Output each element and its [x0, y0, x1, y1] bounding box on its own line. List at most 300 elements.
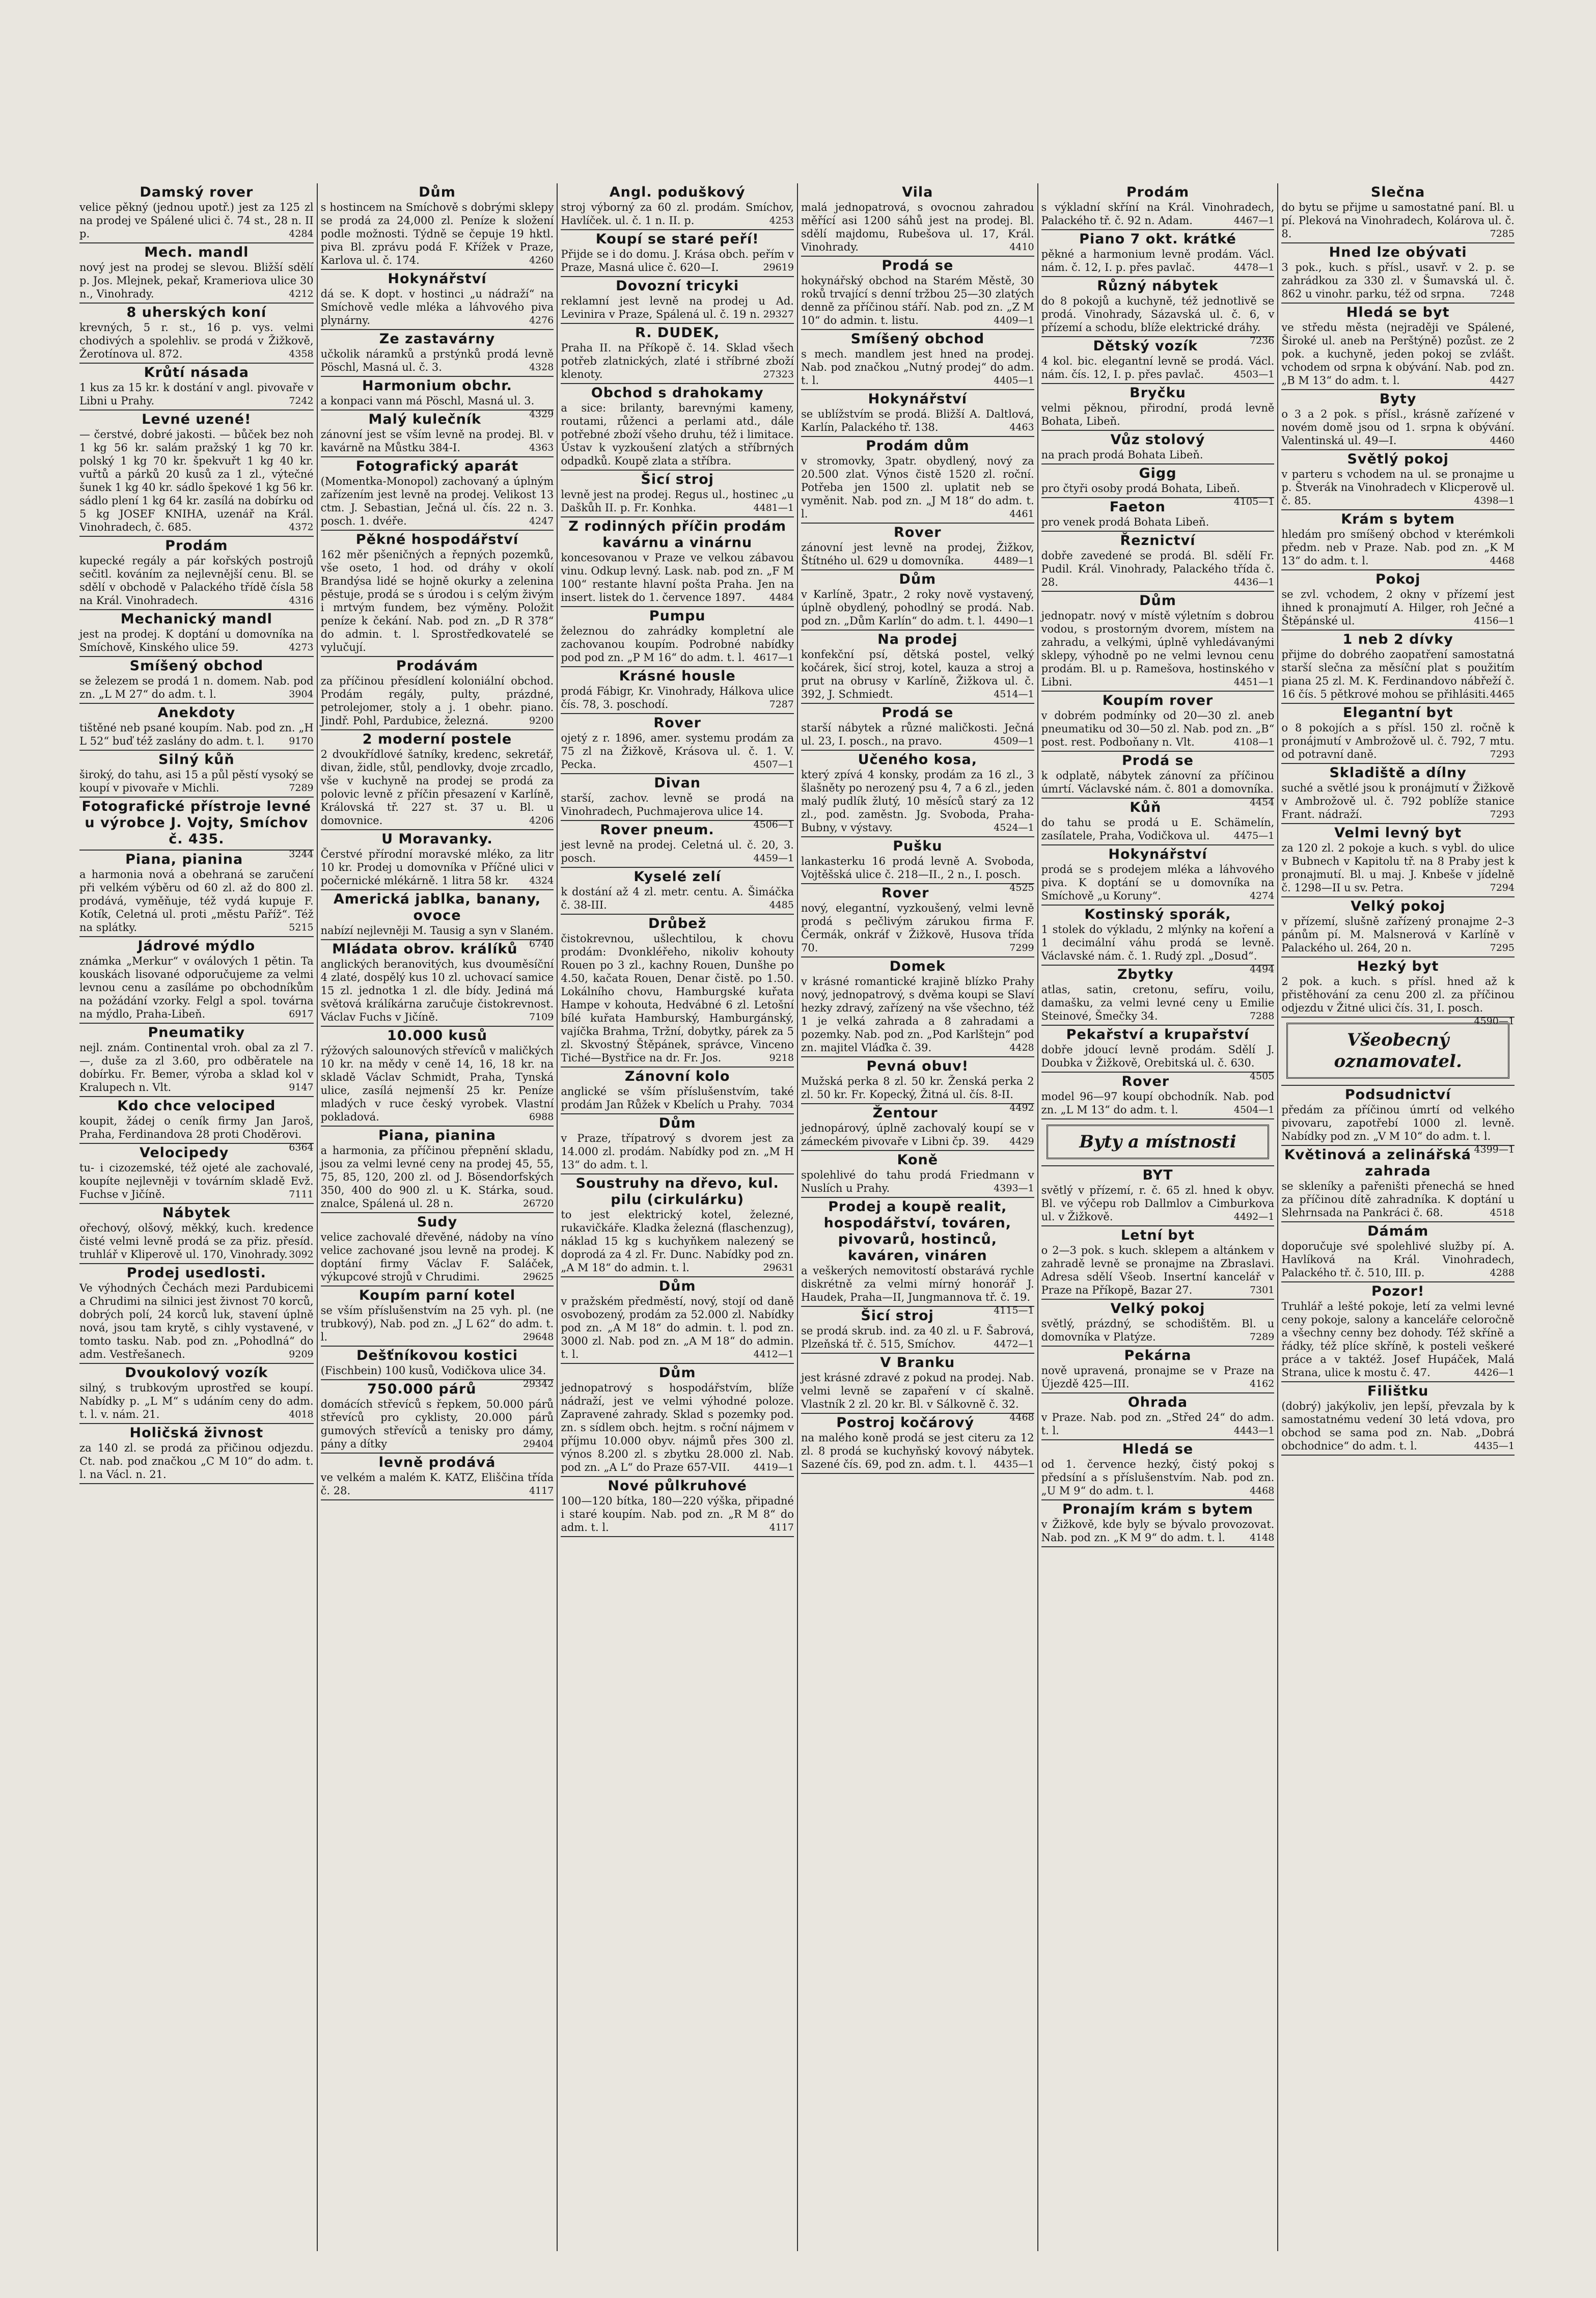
- ad-text: se skleníky a pařeništi přenechá se hned za příčinou dítě zahradníka. K doptání u Slehrnsada na Pankráci č. 68.: [1281, 1180, 1515, 1219]
- ad-body: [1281, 201, 1515, 240]
- classified-ad: [79, 1424, 314, 1484]
- classified-ad: [1281, 1282, 1515, 1382]
- ad-text: v Karlíně, 3patr., 2 roky nově vystavený, úplně obydlený, pohodlný se prodá. Nab. pod zn. „Dům Karlín“ do adm. t. l.: [801, 588, 1034, 627]
- classified-ad: [561, 1277, 794, 1364]
- classified-ad: [801, 751, 1034, 837]
- ad-text: zánovní jest se vším levně na prodej. Bl. v kavárně na Můstku 384-I.: [320, 428, 554, 454]
- ad-text: 162 měr pšeničných a řepných pozemků, vše oseto, 1 hod. od dráhy v okolí Brandýsa lidé se hojně okurky a zelenina pěstuje, prodá se s úrodou i s celým živým i mrtvým fundem, bez výměny. Položit peníze k čekání. Nab. pod zn. „D R 378“ do admin. t. l. Sprostředkovatelé se vylučují.: [320, 549, 554, 653]
- ad-body: [801, 407, 1034, 434]
- classified-ad: [79, 537, 314, 610]
- ad-body: [79, 627, 314, 654]
- ad-heading: Prodám: [165, 538, 228, 554]
- ad-heading: Kyselé zelí: [634, 869, 721, 885]
- ad-heading: Krám s bytem: [1341, 511, 1455, 527]
- ad-text: hokynářský obchod na Starém Městě, 30 roků trvající s denní tržbou 25—30 zlatých denně za příčinou stáří. Nab. pod zn. „Z M 10“ do admin. t. listu.: [801, 275, 1034, 326]
- ad-heading: Na prodej: [877, 632, 958, 647]
- ad-number: 7285: [1490, 228, 1515, 239]
- ad-text: koncesovanou v Praze ve velkou zábavou vinu. Odkup levný. Lask. nab. pod zn. „F M 100“ restante hlavní pošta Praha. Jen na insert. listek do 1. července 1897.: [561, 552, 794, 604]
- ad-number: 4454: [1249, 797, 1275, 808]
- ad-body: [79, 1281, 314, 1361]
- ad-heading: Piana, pianina: [125, 852, 243, 867]
- classified-ad: [801, 437, 1034, 524]
- classified-ad: [801, 631, 1034, 704]
- ad-body: [561, 1381, 794, 1474]
- ad-body: [801, 347, 1034, 387]
- ad-body: [561, 1494, 794, 1534]
- ad-heading: Dámám: [1367, 1223, 1429, 1239]
- ad-number: 4467—1: [1233, 215, 1275, 226]
- ad-body: [1041, 248, 1275, 274]
- classified-ad: [1281, 1382, 1515, 1456]
- ad-heading: Jádrové mýdlo: [137, 938, 256, 954]
- ad-number: 4461: [1009, 508, 1034, 519]
- ad-body: [1041, 1090, 1275, 1116]
- ad-body: [1041, 1411, 1275, 1437]
- classified-ad: [1041, 384, 1275, 431]
- ad-text: reklamní jest levně na prodej u Ad. Levinira v Praze, Spálená ul. č. 19 n.: [561, 295, 794, 320]
- classified-ad: [1281, 304, 1515, 390]
- ad-heading: Prodej usedlosti.: [126, 1265, 266, 1281]
- ad-heading: Pěkné hospodářství: [355, 532, 519, 548]
- classified-ad: [79, 937, 314, 1024]
- ad-heading: 750.000 párů: [367, 1381, 477, 1397]
- ad-text: 2 dvoukřídlové šatníky, kredenc, sekretář, divan, židle, stůl, pendlovky, dvoje zrcadlo, vše v kuchyně na prodej se prodá za polovic levně z příčin přesazení v Karlíně, Královská tř. 227 st. 37 u. Bl. u domovnice.: [320, 748, 554, 827]
- ad-heading: Dům: [899, 571, 937, 587]
- ad-body: [1281, 781, 1515, 821]
- classified-ad: [561, 607, 794, 667]
- ad-number: 4617—1: [753, 652, 794, 663]
- ad-heading: R. DUDEK,: [635, 325, 720, 341]
- ad-text: v Žižkově, kde byly se bývalo provozovat. Nab. pod zn. „K M 9“ do adm. t. l.: [1041, 1518, 1275, 1544]
- ad-heading: Různý nábytek: [1097, 278, 1219, 294]
- ad-heading: Anekdoty: [157, 705, 236, 721]
- ad-number: 4156—1: [1474, 615, 1515, 626]
- ad-body: [321, 1144, 554, 1210]
- ad-body: [1041, 1364, 1275, 1390]
- classified-ad: [1041, 1347, 1275, 1393]
- ad-heading: V Branku: [880, 1355, 955, 1371]
- ad-body: [561, 932, 794, 1064]
- ad-number: 4468: [1490, 555, 1515, 566]
- ad-number: 27323: [763, 369, 794, 380]
- ad-body: [79, 768, 314, 795]
- classified-ad: [321, 1213, 554, 1287]
- ad-heading: levně prodává: [378, 1455, 496, 1470]
- ad-heading: Prodám: [1126, 184, 1190, 200]
- classified-ad: [1041, 532, 1275, 592]
- classified-ad: [801, 1414, 1034, 1474]
- classified-ad: [79, 851, 314, 937]
- ad-number: 4443—1: [1233, 1425, 1275, 1436]
- ad-number: 4105—1: [1233, 496, 1275, 507]
- classified-ad: [1041, 1300, 1275, 1347]
- classified-ad: [321, 830, 554, 890]
- ad-body: [1281, 648, 1515, 701]
- classified-ad: [1281, 704, 1515, 764]
- ad-number: 3904: [289, 689, 314, 700]
- ad-text: Čerstvé přírodní moravské mléko, za litr 10 kr. Prodej u domovníka v Příčné ulici v počernické mlékárně. 1 litra 58 kr.: [320, 848, 554, 887]
- classified-ad: [801, 1151, 1034, 1198]
- ad-text: čistokrevnou, ušlechtilou, k chovu prodám: Dvonkléřeho, nikoliv kohouty Rouen po 3 zl., kachny Rouen, Dunšhe po 4.50, kačata Rouen, Denar čistě. po 1.50. Lokálního chovu, Hamburgské kuřata Hampe v kohouta, Hedvábné 6 zl. Letošní bílé kuřata Hamburský, Hamburgánský, vajíčka Brahma, Tržní, dobytky, párek za 5 zl. Skvostný Štěpánek, správce, Vinceno Tiché—Bystřice na dr. Fr. Jos.: [561, 933, 794, 1064]
- ad-body: [801, 901, 1034, 954]
- ad-number: 4273: [289, 642, 314, 653]
- ad-heading: Rover: [653, 715, 701, 731]
- classified-ad: [79, 657, 314, 704]
- ad-text: tištěné neb psané koupím. Nab. pod zn. „H L 52“ buď též zaslány do adm. t. l.: [79, 722, 314, 747]
- ad-text: a veškerých nemovitostí obstarává rychle diskrétně za velmi mírný honorář J. Haudek, Praha—II, Jungmannova tř. č. 19.: [801, 1265, 1034, 1303]
- ad-number: 4358: [289, 348, 314, 360]
- ad-number: 4524—1: [994, 822, 1034, 833]
- ad-text: lankasterku 16 prodá levně A. Svoboda, Vojtěšská ulice č. 218—II., 2 n., I. posch.: [801, 855, 1034, 881]
- ad-heading: Pronajím krám s bytem: [1062, 1501, 1253, 1517]
- ad-heading: Obchod s drahokamy: [591, 385, 764, 401]
- ad-number: 7034: [769, 1099, 794, 1110]
- ad-heading: Řeznictví: [1120, 533, 1196, 549]
- classified-ad: [561, 1174, 794, 1277]
- classified-ad: [1041, 337, 1275, 384]
- ad-text: (dobrý) jakýkoliv, jen lepší, převzala by k samostatnému vedení 30 letá vdova, pro obchod se sama pod zn. Nab. „Dobrá obchodnice“ do adm. t. l.: [1281, 1400, 1515, 1452]
- ad-text: krevných, 5 r. st., 16 p. vys. velmi chodivých a spolehliv. se prodá v Žižkově, Žerotínova ul. 872.: [79, 321, 314, 360]
- ad-heading: Sudy: [417, 1214, 458, 1230]
- ad-body: [321, 958, 554, 1024]
- ad-text: jest levně na prodej. Celetná ul. č. 20, 3. posch.: [561, 839, 794, 864]
- ad-text: který zpívá 4 konsky, prodám za 16 zl., 3 šlašněty po nerozený psu 4, 7 a 6 zl., jeden malý pudlík žlutý, 10 měsíců starý za 12 zl., pod. zaměstn. Jg. Svoboda, Praha-Bubny, v výstavy.: [801, 769, 1034, 834]
- ad-text: v krásné romantické krajině blízko Prahy nový, jednopatrový, s dvěma koupi se Slaví hezky zdravý, zařízený na vše všechno, též 1 je velká zahrada a 8 zahradami a pozemky. Nab. pod zn. „Pod Karlštejn“ pod zn. majitel Vláďka č. 39.: [801, 975, 1034, 1054]
- ad-number: 4506—1: [753, 819, 794, 830]
- ad-text: zánovní jest levně na prodej, Žižkov, Štítného ul. 629 u domovníka.: [801, 541, 1034, 567]
- ad-body: [801, 454, 1034, 521]
- ad-number: 4288: [1490, 1267, 1515, 1278]
- ad-number: 4117: [769, 1522, 794, 1533]
- ad-number: 4260: [529, 255, 554, 266]
- ad-number: 4419—1: [753, 1462, 794, 1473]
- classified-ad: [1281, 897, 1515, 958]
- ad-body: [79, 261, 314, 300]
- classified-ad: [321, 411, 554, 457]
- ad-number: 4509—1: [994, 735, 1034, 747]
- ad-text: předám za příčinou úmrtí od velkého pivovaru, zapotřebí 1000 zl. levně. Nabídky pod zn. „V M 10“ do adm. t. l.: [1281, 1104, 1515, 1142]
- ad-text: o 8 pokojích a s přísl. 150 zl. ročně k pronájmutí v Ambrožově ul. č. 792, 7 mtu. od potravní daně.: [1281, 722, 1515, 760]
- ad-body: [801, 648, 1034, 701]
- classified-ad: [801, 1104, 1034, 1151]
- ad-number: 4427: [1490, 375, 1515, 386]
- ad-heading: Dům: [658, 1365, 696, 1381]
- ad-text: ve velkém a malém K. KATZ, Eliščina třída č. 28.: [320, 1471, 554, 1497]
- ad-body: [79, 554, 314, 607]
- ad-body: [79, 1381, 314, 1421]
- ad-body: [79, 201, 314, 240]
- ad-heading: Nábytek: [162, 1205, 231, 1221]
- classified-ad: [801, 257, 1034, 330]
- ad-text: se zvl. vchodem, 2 okny v přízemí jest ihned k pronajmutí A. Hilger, roh Ječné a Štěpánské ul.: [1281, 588, 1515, 627]
- ad-body: [561, 1208, 794, 1274]
- ad-heading: 2 moderní postele: [362, 731, 512, 747]
- classified-ad: [321, 1127, 554, 1213]
- ad-heading: Velký pokoj: [1351, 898, 1446, 914]
- ad-number: 4316: [289, 595, 314, 606]
- ad-heading: Dům: [419, 184, 456, 200]
- ad-text: kupecké regály a pár kořských postrojů sečitl. kováním za nejlevnější cenu. Bl. se sdělí v obchodě v Palackého třídě čísla 58 na Král. Vinohradech.: [79, 555, 314, 607]
- classified-ad: [321, 1380, 554, 1454]
- ad-number: 26720: [522, 1198, 554, 1209]
- ad-body: [79, 381, 314, 407]
- ad-body: [561, 294, 794, 321]
- classified-ad: [561, 1068, 794, 1114]
- ad-text: za 140 zl. se prodá za přičinou odjezdu. Ct. nab. pod značkou „C M 10“ do adm. t. l. na Václ. n. 21.: [79, 1442, 314, 1481]
- ad-heading: Holičská živnost: [129, 1425, 264, 1441]
- ad-number: 4148: [1249, 1532, 1275, 1543]
- ad-number: 6917: [289, 1008, 314, 1020]
- ad-text: anglické se vším příslušenstvím, také prodám Jan Růžek v Kbelích u Prahy.: [561, 1085, 794, 1111]
- classified-ad: [321, 270, 554, 330]
- classified-ad: [801, 884, 1034, 958]
- ad-text: ořechový, olšový, měkký, kuch. kredence čisté velmi levně prodá se za přiz. přesíd. truhlář v Kliperově ul. 170, Vinohrady.: [79, 1222, 314, 1261]
- ad-text: jednopatrový s hospodářstvím, blíže nádraží, jest ve velmi výhodné poloze. Zapravené zahrady. Sklad s pozemky pod. zn. s sídlem obch. hejtm. s roční nájmem v příjmu 10.000 obyv. nájmů přes 300 zl. výnos 8.200 zl. s zbytku 28.000 zl. Nab. pod zn. „A L“ do Praze 657-VII.: [561, 1382, 794, 1473]
- ad-body: [561, 341, 794, 381]
- ad-heading: Kostinský sporák,: [1084, 907, 1231, 922]
- ad-number: 5215: [289, 922, 314, 933]
- ad-body: [1281, 1180, 1515, 1219]
- ad-body: [801, 1121, 1034, 1148]
- ad-heading: Mládata obrov. králíků: [332, 941, 518, 957]
- ad-text: s mech. mandlem jest hned na prodej. Nab. pod značkou „Nutný prodej“ do adm. t. l.: [801, 348, 1034, 387]
- ad-heading: Skladiště a dílny: [1329, 765, 1467, 781]
- ad-number: 3092: [289, 1249, 314, 1260]
- ad-text: do 8 pokojů a kuchyně, též jednotlivě se prodá. Vinohrady, Sázavská ul. č. 6, v přízemí a schodu, blíže elektrické dráhy.: [1041, 295, 1275, 334]
- ad-heading: Velmi levný byt: [1334, 825, 1462, 841]
- ad-number: 4409—1: [994, 315, 1034, 326]
- ad-text: levně jest na prodej. Regus ul., hostinec „u Daškůh II. p. Fr. Konhka.: [561, 488, 794, 514]
- ad-number: 4472—1: [994, 1338, 1034, 1350]
- ad-heading: Hokynářství: [868, 391, 967, 407]
- ad-number: 4490—1: [994, 615, 1034, 626]
- ad-column: [797, 183, 1037, 2251]
- classified-ad: [1041, 1393, 1275, 1440]
- ad-number: 4276: [529, 315, 554, 326]
- classified-ad: [561, 1477, 794, 1537]
- classified-ad: [1281, 1018, 1515, 1086]
- ad-number: 4284: [289, 228, 314, 239]
- classified-ad: [1041, 1119, 1275, 1166]
- ad-heading: Šicí stroj: [861, 1308, 934, 1324]
- ad-body: [561, 731, 794, 771]
- classified-ad: [561, 915, 794, 1068]
- ad-body: [321, 1471, 554, 1497]
- ad-heading: Kůň: [1130, 800, 1162, 815]
- ad-number: 9209: [289, 1349, 314, 1360]
- ad-text: do bytu se přijme u samostatné paní. Bl. u pí. Pleková na Vinohradech, Kolárova ul. č. 8.: [1281, 201, 1515, 240]
- classified-ad: [801, 704, 1034, 751]
- ad-body: [79, 721, 314, 748]
- ad-text: jest na prodej. K doptání u domovníka na Smíchově, Kinského ulice 59.: [79, 628, 314, 653]
- classified-ad: [1041, 1500, 1275, 1547]
- classified-ad: [801, 524, 1034, 570]
- ad-number: 4505: [1249, 1071, 1275, 1082]
- ad-body: [1281, 915, 1515, 954]
- ad-number: 7236: [1249, 335, 1275, 346]
- ad-body: [801, 721, 1034, 748]
- ad-heading: Mechanický mandl: [120, 611, 272, 627]
- ad-text: nový, elegantní, vyzkoušený, velmi levně prodá s pečlivým zárukou firma F. Čermák, onkráf v Žižkově, Husova třída 70.: [801, 902, 1034, 954]
- ad-number: 4436—1: [1233, 577, 1275, 588]
- classified-ad: [79, 1024, 314, 1097]
- ad-heading: Dvoukolový vozík: [125, 1365, 268, 1381]
- ad-text: suché a světlé jsou k pronájmutí v Žižkově v Ambrožově ul. č. 792 poblíže stanice Frant. nádraží.: [1281, 782, 1515, 820]
- ad-heading: Šicí stroj: [641, 472, 714, 487]
- ad-text: stroj výborný za 60 zl. prodám. Smíchov, Havlíček. ul. č. 1 n. II. p.: [561, 201, 794, 227]
- ad-number: 7295: [1490, 942, 1515, 953]
- ad-heading: Vila: [902, 184, 933, 200]
- ad-heading: 8 uherských koní: [126, 305, 267, 320]
- ad-heading: Z rodinných příčin prodám kavárnu a vinárnu: [568, 518, 787, 551]
- ad-text: se vším příslušenstvím na 25 vyh. pl. (ne trubkový), Nab. pod zn. „J L 62“ do adm. t. l.: [320, 1304, 554, 1343]
- ad-text: do tahu se prodá u E. Schämelín, zasílatele, Praha, Vodičkova ul.: [1041, 816, 1275, 842]
- classified-ad: [801, 330, 1034, 390]
- ad-body: [1281, 841, 1515, 894]
- ad-text: (Momentka-Monopol) zachovaný a úplným zařízením jest levně na prodej. Velikost 13 ctm. J. Sebastian, Ječná ul. čís. 22 n. 3. posch. 1. dvéře.: [320, 475, 554, 527]
- ad-text: dobře zavedené se prodá. Bl. sdělí Fr. Pudil. Král. Vinohrady, Palackého třída č. 28.: [1041, 550, 1275, 588]
- ad-text: nově upravená, pronajme se v Praze na Újezdě 425—III.: [1041, 1364, 1275, 1390]
- ad-number: 9200: [529, 715, 554, 726]
- ad-heading: 1 neb 2 dívky: [1342, 632, 1453, 647]
- ad-number: 4393—1: [994, 1183, 1034, 1194]
- ad-column: [76, 183, 317, 2251]
- ad-column: [1037, 183, 1278, 2251]
- ad-number: 3244: [289, 849, 314, 860]
- ad-text: k odplatě, nábytek zánovní za příčinou úmrtí. Václavské nám. č. 801 a domovníka.: [1041, 770, 1275, 795]
- ad-heading: Hokynářství: [1108, 846, 1207, 862]
- section-heading: Všeobecný oznamovatel.: [1286, 1023, 1509, 1079]
- ad-number: 9218: [769, 1052, 794, 1063]
- ad-text: široký, do tahu, asi 15 a půl pěstí vysoký se koupí v pivovaře v Michli.: [79, 769, 314, 794]
- ad-heading: Fotografický aparát: [355, 458, 519, 474]
- classified-ad: [561, 277, 794, 324]
- ad-body: [561, 685, 794, 711]
- ad-text: velmi pěknou, přirodní, prodá levně Bohata, Libeň.: [1041, 402, 1275, 427]
- ad-number: 7301: [1249, 1284, 1275, 1296]
- ad-number: 4247: [529, 515, 554, 527]
- classified-ad: [561, 667, 794, 714]
- ad-number: 4115—1: [994, 1305, 1034, 1316]
- ad-number: 6740: [529, 938, 554, 949]
- ad-text: známka „Merkur“ v oválových 1 pětin. Ta kouskách lisované odporučujeme za velmi levnou cenu a zasíláme po obchodníkům na požádání vzorky. Felgl a spol. továrna na mýdlo, Praha-Libeň.: [79, 955, 314, 1020]
- ad-heading: BYT: [1142, 1167, 1173, 1183]
- ad-heading: Malý kulečník: [368, 412, 482, 427]
- ad-text: za 120 zl. 2 pokoje a kuch. s vybl. do ulice v Bubnech v Kapitolu tř. na 8 Praby jest k pronajmutí. Bl. u maj. J. Knbeše v jídelně č. 1298—II u sv. Petra.: [1281, 842, 1515, 894]
- ad-text: koupit, žádej o ceník firmy Jan Jaroš, Praha, Ferdinandova 28 proti Choděrovi.: [79, 1115, 314, 1140]
- ad-number: 4492—1: [1233, 1211, 1275, 1222]
- ad-heading: Žentour: [872, 1105, 938, 1121]
- ad-text: 2 pok. a kuch. s přísl. hned až k přistěhování za cenu 200 zl. za příčinou odjezdu v Žitné ulici čís. 31, I. posch.: [1281, 975, 1515, 1014]
- ad-body: [1041, 816, 1275, 842]
- classified-ad: [79, 411, 314, 537]
- ad-body: [1281, 468, 1515, 507]
- ad-body: [1041, 1184, 1275, 1223]
- ad-heading: Koupím rover: [1102, 693, 1214, 708]
- ad-text: Praha II. na Příkopě č. 14. Sklad všech potřeb zlatnických, zlaté i stříbrné zboží klenoty.: [561, 342, 794, 380]
- ad-body: [561, 201, 794, 227]
- classified-ad: [1041, 183, 1275, 230]
- ad-heading: Domek: [889, 959, 946, 974]
- ad-heading: Damský rover: [140, 184, 254, 200]
- ad-number: 4429: [1009, 1136, 1034, 1147]
- ad-heading: Velký pokoj: [1110, 1301, 1205, 1317]
- ad-body: [1041, 448, 1275, 461]
- ad-heading: U Moravanky.: [381, 831, 493, 847]
- ad-text: model 96—97 koupí obchodník. Nab. pod zn. „L M 13“ do adm. t. l.: [1041, 1090, 1275, 1116]
- ad-number: 4492: [1009, 1102, 1034, 1113]
- ad-heading: Americká jablka, banany, ovoce: [333, 891, 541, 923]
- ad-number: 4504—1: [1233, 1104, 1275, 1115]
- ad-text: ve středu města (nejraději ve Spálené, Široké ul. aneb na Perštýně) pozůst. ze 2 pok. a kuchyně, jeden pokoj se zvlášt. vchodem od srpna k obývání. Nab. pod zn. „B M 13“ do adm. t. l.: [1281, 321, 1515, 387]
- ad-heading: Pekařství a krupařství: [1066, 1027, 1250, 1043]
- ad-body: [321, 1230, 554, 1283]
- ad-body: [801, 541, 1034, 567]
- ad-heading: Rover pneum.: [600, 822, 714, 838]
- ad-text: nabízí nejlevněji M. Tausig a syn v Slaném.: [320, 924, 554, 937]
- ad-number: 4489—1: [994, 555, 1034, 566]
- classified-ad: [561, 1364, 794, 1477]
- ad-number: 4459—1: [753, 853, 794, 864]
- ad-text: a harmonia, za příčinou přepnění skladu, jsou za velmi levné ceny na prodej 45, 55, 75, 85, 120, 200 zl. od J. Bösendorfských 350, 400 do 900 zl. u K. Stárka, soud. znalce, Spálená ul. 28 n.: [320, 1144, 554, 1210]
- ad-heading: Prodá se: [882, 705, 954, 721]
- ad-number: 4503—1: [1233, 369, 1275, 380]
- classified-ad: [1041, 592, 1275, 692]
- classified-ad: [801, 183, 1034, 257]
- ad-heading: Gigg: [1139, 466, 1177, 481]
- ad-number: 4468: [1009, 1412, 1034, 1423]
- section-heading: Byty a místnosti: [1047, 1125, 1270, 1159]
- classified-ad: [79, 1364, 314, 1424]
- classified-ad: [1281, 631, 1515, 704]
- classified-ad: [801, 570, 1034, 631]
- ad-body: [321, 475, 554, 528]
- ad-body: [561, 1132, 794, 1171]
- classified-ad: [561, 183, 794, 230]
- ad-text: se železem se prodá 1 n. domem. Nab. pod zn. „L M 27“ do adm. t. l.: [79, 675, 314, 700]
- ad-heading: Zánovní kolo: [624, 1069, 730, 1084]
- ad-text: se ublížstvím se prodá. Bližší A. Daltlová, Karlín, Palackého tř. 138.: [801, 408, 1034, 433]
- ad-heading: 10.000 kusů: [387, 1028, 488, 1044]
- ad-body: [801, 768, 1034, 834]
- ad-heading: Byty: [1379, 391, 1417, 407]
- ad-body: [801, 201, 1034, 254]
- ad-heading: Pušku: [893, 838, 943, 854]
- classified-ad: [1041, 1166, 1275, 1226]
- ad-number: 7109: [529, 1011, 554, 1023]
- ad-heading: Pevná obuv!: [866, 1058, 969, 1074]
- ad-heading: Koupí se staré peří!: [595, 231, 759, 247]
- ad-number: 7111: [289, 1189, 314, 1200]
- ad-body: [79, 1041, 314, 1094]
- ad-text: o 2—3 pok. s kuch. sklepem a altánkem v zahradě levně se pronajme na Zbraslavi. Adresa sdělí Všeob. Insertní kancelář v Praze na Příkopě, Bazar 27.: [1041, 1244, 1275, 1296]
- ad-column: [1277, 183, 1518, 2251]
- ad-heading: Dům: [658, 1115, 696, 1131]
- ad-number: 7289: [1249, 1331, 1275, 1343]
- classified-ad: [321, 1454, 554, 1500]
- ad-text: a sice: brilanty, barevnými kameny, routami, růženci a perlami atd., dále potřebné zboží všeho druhu, též i limitace. Ústav k vyzkoušení zlatých a stříbrných odpadků. Koupě zlata a stříbra.: [561, 402, 794, 467]
- ad-heading: Dětský vozík: [1093, 338, 1198, 354]
- ad-text: to jest elektrický kotel, železné, rukavičkáře. Kladka železná (flaschenzug), náklad 15 kg s kuchyňkem nalezený se doprodá za 4 zl. Fr. Dunc. Nabídky pod zn. „A M 18“ do admin. t. l.: [561, 1209, 794, 1274]
- ad-text: Truhlář a lešté pokoje, letí za velmi levné ceny pokoje, salony a kanceláře celoročně a všechny cenny bez dohody. Též skříně a řádky, též plíce skříně, k posteli veškeré práce a v taktéž. Josef Hupáček, Malá Strana, ulice k mostu č. 47.: [1281, 1300, 1515, 1379]
- ad-text: s výkladní skříní na Král. Vinohradech, Palackého tř. č. 92 n. Adam.: [1041, 201, 1275, 227]
- ad-number: 29625: [522, 1271, 554, 1282]
- ad-number: 4328: [529, 362, 554, 373]
- classified-ad: [321, 940, 554, 1027]
- classified-ad: [561, 1114, 794, 1174]
- classified-ad: [1281, 450, 1515, 510]
- ad-heading: Soustruhy na dřevo, kul. pilu (cirkulárku): [575, 1175, 779, 1208]
